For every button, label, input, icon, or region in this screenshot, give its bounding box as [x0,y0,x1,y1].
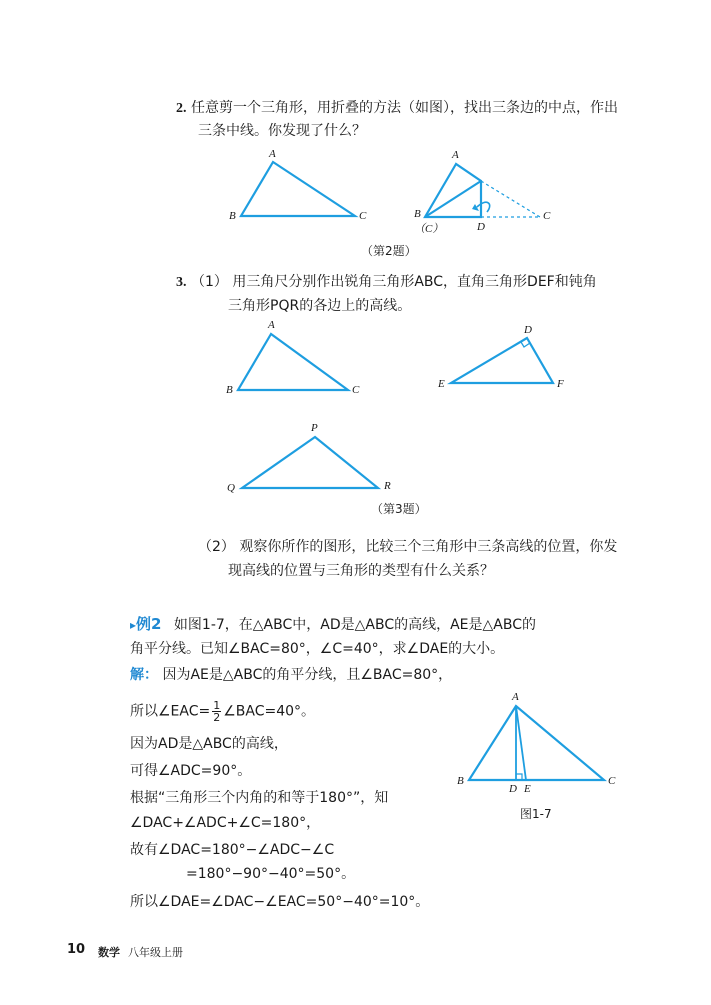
solution-line7: 故有∠DAC=180°−∠ADC−∠C [130,842,335,858]
label-e: E [438,378,445,390]
problem-3-text [176,272,597,293]
label-e: E [524,783,531,795]
solution-line1 [130,665,452,685]
label-c: C [359,210,367,222]
problem-2-line1: 任意剪一个三角形，用折叠的方法（如图），找出三条边的中点，作出 [190,100,618,116]
triangle-def-right [451,338,553,383]
problem-3-part1-line1: 用三角尺分别作出锐角三角形ABC，直角三角形DEF和钝角 [232,274,597,290]
label-q: Q [227,482,235,494]
label-c: C [608,775,616,787]
problem-3-part1-label: （1） [190,274,228,290]
problem-3-part2-line1: 观察你所作的图形，比较三个三角形中三条高线的位置，你发 [239,539,618,555]
fraction-denominator: 2 [213,711,221,724]
page-number: 10 [67,942,86,957]
label-d: D [509,783,517,795]
problem-3-part2 [198,537,617,557]
label-b: B [457,775,464,787]
example-2-title: 例2 [136,615,162,633]
label-b: B [229,210,236,222]
triangle-pqr-obtuse [242,437,378,488]
problem-3-part2-line2: 现高线的位置与三角形的类型有什么关系？ [228,563,494,579]
label-c: C [543,210,551,222]
solution-text-1: 因为AE是△ABC的角平分线，且∠BAC=80°， [162,667,453,683]
problem-3-part2-label: （2） [198,539,235,555]
example-2-line2: 角平分线。已知∠BAC=80°，∠C=40°，求∠DAE的大小。 [130,641,505,657]
label-a: A [512,691,519,703]
label-r: R [384,480,391,492]
label-b: B [414,208,421,220]
label-c-paren: （C） [414,223,444,235]
fraction-numerator: 1 [213,699,221,712]
footer-grade: 八年级上册 [128,946,183,959]
solution-line8: =180°−90°−40°=50°。 [186,866,356,882]
solution-line3: 因为AD是△ABC的高线， [130,736,288,752]
label-b: B [226,384,233,396]
triangle-abc-left [241,162,355,216]
example-2-heading [130,614,536,635]
label-a: A [269,148,276,160]
problem-3-caption: （第3题） [371,502,427,516]
solution-2-post: ∠BAC=40°。 [223,703,316,720]
label-a: A [268,319,275,331]
label-f: F [557,378,564,390]
label-c: C [352,384,360,396]
problem-3-number: 3. [176,275,187,290]
footer-subject: 数学 [98,946,120,959]
example-2-line1: 如图1-7，在△ABC中，AD是△ABC的高线，AE是△ABC的 [173,617,537,633]
problem-2-caption: （第2题） [361,244,417,258]
label-a: A [452,149,459,161]
label-d: D [477,221,485,233]
figure-1-7-caption: 图1-7 [520,807,552,821]
solution-line6: ∠DAC+∠ADC+∠C=180°， [130,815,321,831]
solution-line4: 可得∠ADC=90°。 [130,763,252,779]
solution-line5: 根据“三角形三个内角的和等于180°”，知 [130,790,389,806]
solution-line9: 所以∠DAE=∠DAC−∠EAC=50°−40°=10°。 [130,894,430,910]
solution-line2 [130,700,315,723]
solution-label: 解： [130,667,158,683]
problem-3-part1-line2: 三角形PQR的各边上的高线。 [228,298,412,314]
solution-2-pre: 所以∠EAC= [130,703,211,720]
figure-1-7-triangle [469,706,604,780]
label-d: D [524,324,532,336]
example-marker-icon: ▸ [130,618,137,632]
problem-2-number: 2. [176,101,187,116]
triangle-abc-acute [238,334,348,390]
problem-2-line2: 三条中线。你发现了什么？ [198,123,366,139]
label-p: P [311,422,318,434]
